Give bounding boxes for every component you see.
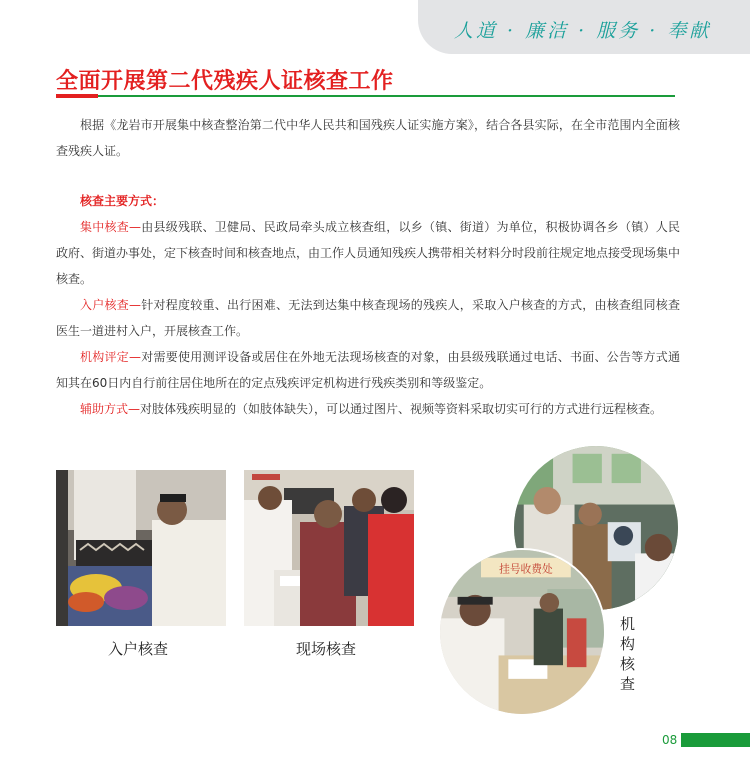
page-title: 全面开展第二代残疾人证核查工作 xyxy=(56,69,394,94)
site-verification-photo xyxy=(244,470,414,626)
title-underline xyxy=(56,95,675,97)
intro-paragraph: 根据《龙岩市开展集中核查整治第二代中华人民共和国残疾人证实施方案》，结合各县实际，在全市范围内全面核查残疾人证。 xyxy=(56,118,680,158)
methods-section xyxy=(56,188,680,422)
method-item xyxy=(56,396,680,422)
method-name: 入户核查— xyxy=(80,298,141,312)
site-verification-caption: 现场核查 xyxy=(296,640,357,658)
header-motto: 人道 · 廉洁 · 服务 · 奉献 xyxy=(454,20,712,42)
method-name: 辅助方式— xyxy=(80,402,141,416)
method-text: 对肢体残疾明显的（如肢体缺失），可以通过图片、视频等资料采取切实可行的方式进行远程核查。 xyxy=(140,402,663,416)
registration-sign-text: 挂号收费处 xyxy=(499,562,553,576)
title-accent-dash xyxy=(56,94,98,98)
home-verification-photo xyxy=(56,470,226,626)
method-item xyxy=(56,292,680,344)
methods-heading: 核查主要方式： xyxy=(80,194,165,208)
method-item xyxy=(56,214,680,292)
method-name: 机构评定— xyxy=(80,350,141,364)
method-text: 对需要使用测评设备或居住在外地无法现场核查的对象，由县级残联通过电话、书面、公告等方式通知其在60日内自行前往居住地所在的定点残疾评定机构进行残疾类别和等级鉴定。 xyxy=(56,350,680,390)
page-number: 08 xyxy=(662,733,678,747)
method-text: 针对程度较重、出行困难、无法到达集中核查现场的残疾人，采取入户核查的方式，由核查组同核查医生一道进村入户，开展核查工作。 xyxy=(56,298,680,338)
registration-counter-photo xyxy=(438,548,606,716)
method-item xyxy=(56,344,680,396)
method-name: 集中核查— xyxy=(80,220,141,234)
home-verification-caption: 入户核查 xyxy=(108,640,169,658)
method-text: 由县级残联、卫健局、民政局牵头成立核查组，以乡（镇、街道）为单位，积极协调各乡（镇）人民政府、街道办事处，定下核查时间和核查地点，由工作人员通知残疾人携带相关材料分时段前往规定地点接受现场集中核查。 xyxy=(56,220,681,286)
page-number-bar xyxy=(681,733,750,747)
institution-verification-caption: 机构核查 xyxy=(620,615,636,693)
